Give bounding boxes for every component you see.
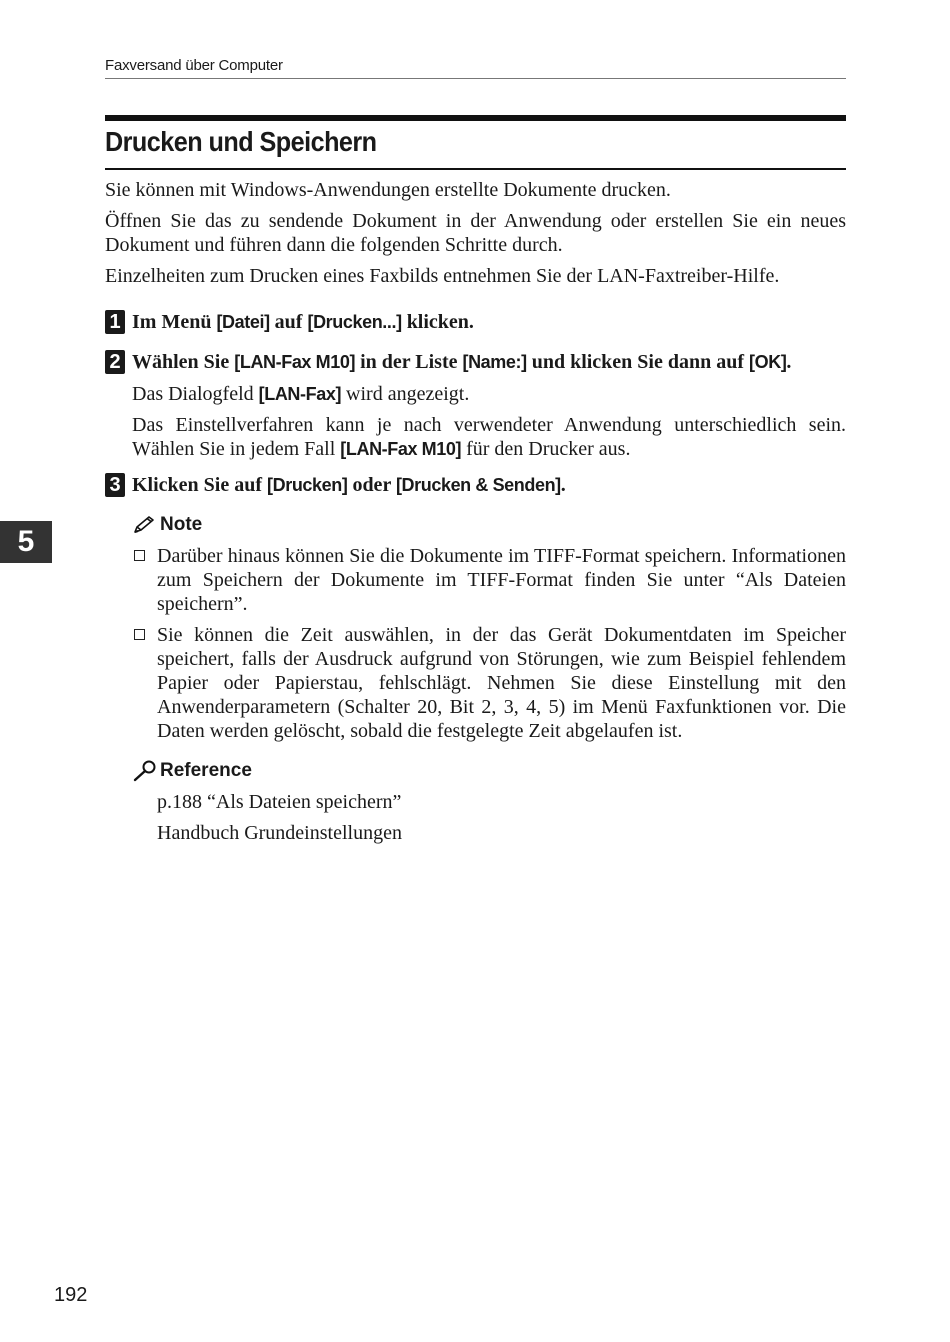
title-rule-bottom (105, 168, 846, 170)
reference-heading: Reference (132, 759, 846, 783)
main-content (105, 178, 846, 845)
ui-label-drucken: [Drucken] (267, 475, 348, 495)
header-rule (105, 78, 846, 79)
pencil-icon (132, 515, 156, 535)
ui-label-name: [Name:] (462, 352, 527, 372)
checkbox-icon (134, 629, 145, 640)
reference-line: Handbuch Grundeinstellungen (157, 822, 402, 844)
step-number: 1 (105, 310, 125, 334)
step-title: Wählen Sie [LAN-Fax M10] in der Liste [Name:] und klicken Sie dann auf [OK]. (132, 351, 792, 373)
note-heading: Note (132, 513, 846, 537)
page-title: Drucken und Speichern (105, 126, 377, 157)
step-body: Das Dialogfeld [LAN-Fax] wird angezeigt. (132, 383, 470, 405)
intro-paragraph: Sie können mit Windows-Anwendungen erstellte Dokumente drucken. (105, 179, 671, 201)
intro-paragraph: Öffnen Sie das zu sendende Dokument in der Anwendung oder erstellen Sie ein neues Dokument und führen dann die folgenden Schritte durch. (105, 210, 846, 256)
note-block (105, 513, 846, 743)
step-2 (105, 350, 846, 461)
ui-label-ok: [OK] (749, 352, 787, 372)
intro-paragraph: Einzelheiten zum Drucken eines Faxbilds entnehmen Sie der LAN-Faxtreiber-Hilfe. (105, 265, 780, 287)
ui-label-datei: [Datei] (216, 312, 270, 332)
step-title: Im Menü [Datei] auf [Drucken...] klicken. (132, 311, 474, 333)
step-1 (105, 310, 846, 334)
ui-label-drucken: [Drucken...] (307, 312, 402, 332)
page-number: 192 (54, 1284, 88, 1306)
running-header: Faxversand über Computer (105, 57, 283, 74)
step-title: Klicken Sie auf [Drucken] oder [Drucken & Senden]. (132, 474, 566, 496)
step-3 (105, 473, 846, 497)
magnifier-icon (132, 760, 158, 782)
note-item: Sie können die Zeit auswählen, in der das Gerät Dokumentdaten im Speicher speichert, falls der Ausdruck aufgrund von Störungen, wie zum Beispiel fehlendem Papier oder Papierstau, fehlschlägt. Nehmen Sie diese Einstellung mit den Anwenderparametern (Schalter 20, Bit 2, 3, 4, 5) im Menü Faxfunktionen vor. Die Daten werden gelöscht, sobald die festgelegte Zeit abgelaufen ist. (132, 623, 846, 743)
chapter-tab: 5 (0, 521, 52, 563)
step-number: 2 (105, 350, 125, 374)
note-item: Darüber hinaus können Sie die Dokumente im TIFF-Format speichern. Informationen zum Speichern der Dokumente im TIFF-Format finden Sie unter “Als Dateien speichern”. (132, 544, 846, 616)
ui-label-lan-fax: [LAN-Fax] (258, 384, 342, 404)
checkbox-icon (134, 550, 145, 561)
ui-label-lan-fax-m10: [LAN-Fax M10] (340, 439, 462, 459)
title-rule-top (105, 115, 846, 121)
ui-label-lan-fax-m10: [LAN-Fax M10] (234, 352, 356, 372)
reference-block (105, 759, 846, 845)
step-body: Das Einstellverfahren kann je nach verwendeter Anwendung unterschiedlich sein. Wählen Sie in jedem Fall [LAN-Fax M10] für den Drucker aus. (132, 414, 846, 460)
step-number: 3 (105, 473, 125, 497)
reference-line[interactable]: p.188 “Als Dateien speichern” (157, 791, 402, 813)
ui-label-drucken-senden: [Drucken & Senden] (395, 475, 561, 495)
